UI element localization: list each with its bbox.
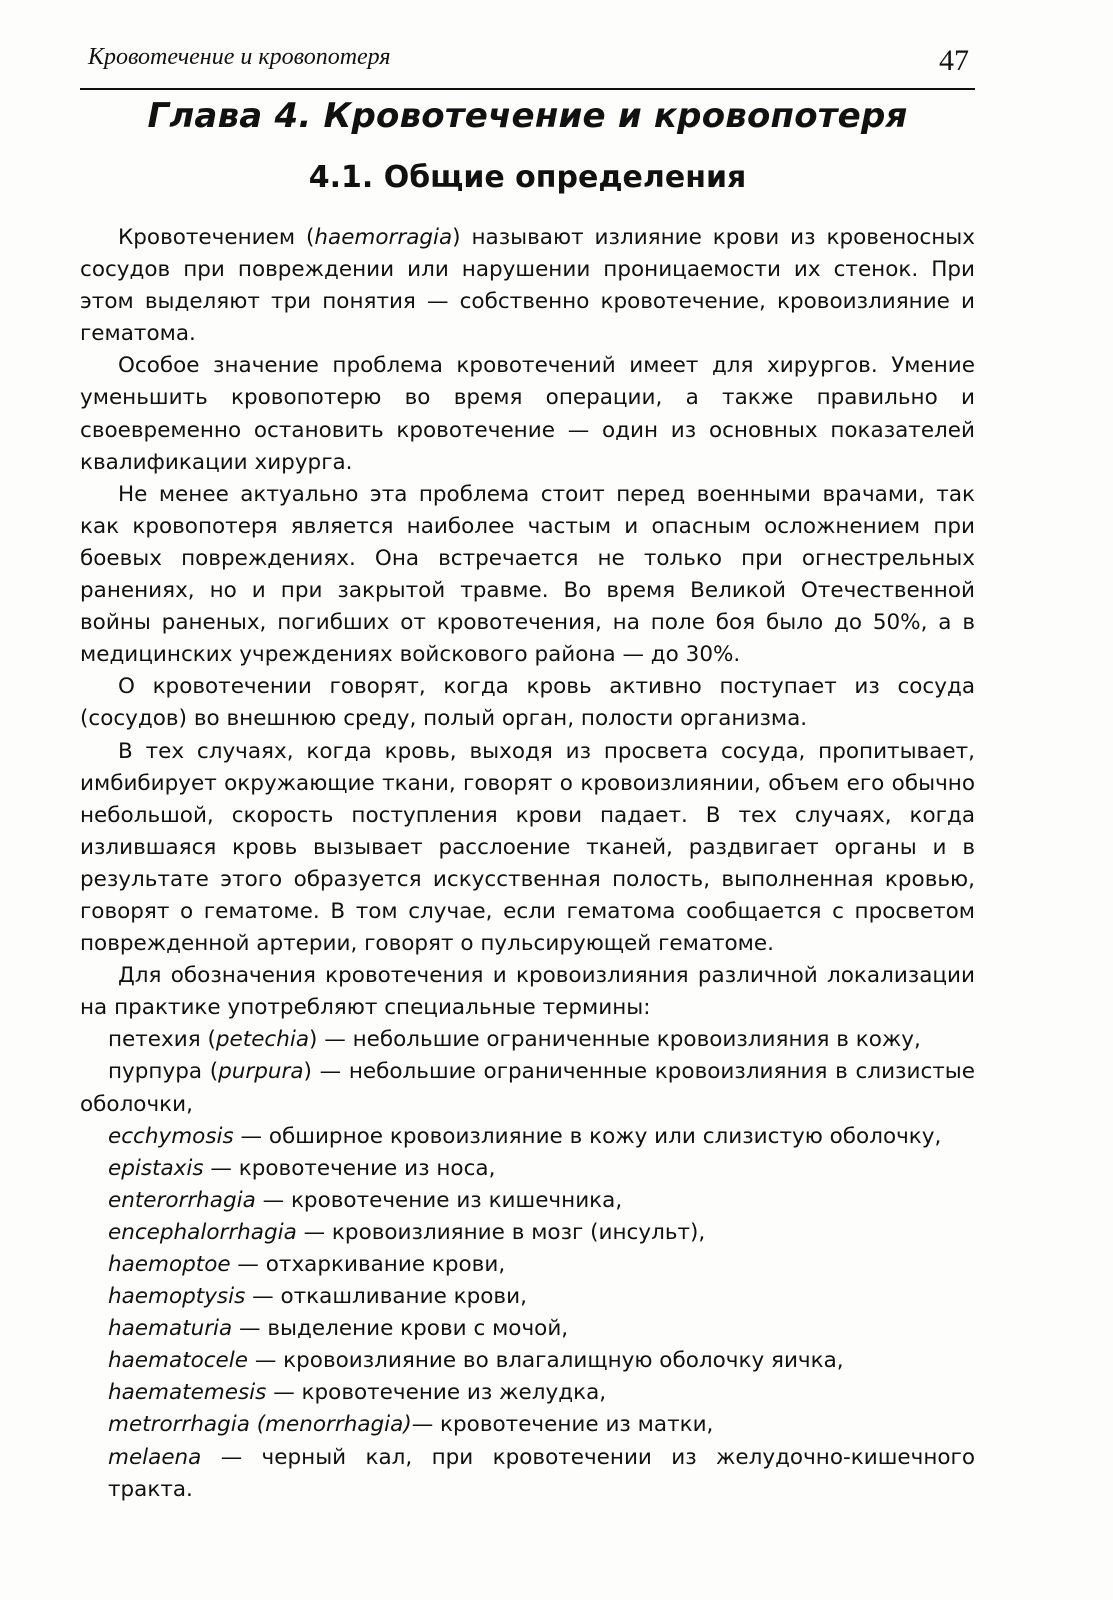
latin-term: petechia xyxy=(215,1027,310,1053)
term-item: melaena — черный кал, при кровотечении из желудочно-кишечного тракта. xyxy=(108,1444,975,1502)
term-item: epistaxis — кровотечение из носа, xyxy=(108,1155,496,1181)
body-text xyxy=(80,222,975,1506)
term-item: haematocele — кровоизлияние во влагалищную оболочку яичка, xyxy=(108,1348,844,1374)
term-item: haematemesis — кровотечение из желудка, xyxy=(108,1380,607,1406)
latin-term: encephalorrhagia xyxy=(108,1219,297,1245)
term-item: haemoptoe — отхаркивание крови, xyxy=(108,1252,506,1277)
paragraph: Особое значение проблема кровотечений имеет для хирургов. Умение уменьшить кровопотерю во время операции, а также правильно и своевременно остановить кровотечение — один из основных показателей квалификации хирурга. xyxy=(80,353,975,475)
paragraph: О кровотечении говорят, когда кровь активно поступает из сосуда (сосудов) во внешнюю среду, полый орган, полости организма. xyxy=(80,674,975,732)
latin-term: epistaxis xyxy=(108,1155,204,1181)
paragraph: Не менее актуально эта проблема стоит перед военными врачами, так как кровопотеря является наиболее частым и опасным осложнением при боевых повреждениях. Она встречается не только при огнестрельных ранениях, но и при закрытой травме. Во время Великой Отечественной войны раненых, погибших от кровотечения, на поле боя было до 50%, а в медицинских учреждениях войскового района — до 30%. xyxy=(80,481,975,668)
paragraph: Для обозначения кровотечения и кровоизлияния различной локализации на практике употребляют специальные термины: xyxy=(80,963,975,1021)
chapter-title: Глава 4. Кровотечение и кровопотеря xyxy=(147,96,908,136)
paragraph: В тех случаях, когда кровь, выходя из просвета сосуда, пропитывает, имбибирует окружающие ткани, говорят о кровоизлиянии, объем его обычно небольшой, скорость поступления крови падает. В тех случаях, когда излившаяся кровь вызывает расслоение тканей, раздвигает органы и в результате этого образуется искусственная полость, выполненная кровью, говорят о гематоме. В том случае, если гематома сообщается с просветом поврежденной артерии, говорят о пульсирующей гематоме. xyxy=(80,738,975,957)
term-item: петехия (petechia) — небольшие ограниченные кровоизлияния в кожу, xyxy=(108,1027,921,1053)
latin-term: melaena xyxy=(108,1444,202,1470)
paragraph: Кровотечением (haemorragia) называют излияние крови из кровеносных сосудов при повреждении или нарушении проницаемости их стенок. При этом выделяют три понятия — собственно кровотечение, кровоизлияние и гематома. xyxy=(80,225,975,347)
latin-term: haematuria xyxy=(108,1316,233,1342)
term-item: haematuria — выделение крови с мочой, xyxy=(108,1316,569,1342)
term-item: пурпура (purpura) — небольшие ограниченные кровоизлияния в слизистые оболочки, xyxy=(80,1059,976,1117)
latin-term: haematocele xyxy=(108,1348,248,1374)
running-title: Кровотечение и кровопотеря xyxy=(88,44,391,70)
term-item: ecchymosis — обширное кровоизлияние в кожу или слизистую оболочку, xyxy=(108,1123,942,1149)
latin-term: haematemesis xyxy=(108,1380,267,1406)
term-item: haemoptysis — откашливание крови, xyxy=(108,1284,527,1310)
term-item: enterorrhagia — кровотечение из кишечника, xyxy=(108,1187,623,1213)
latin-term: ecchymosis xyxy=(108,1123,234,1149)
term-item: metrorrhagia (menorrhagia)— кровотечение из матки, xyxy=(108,1412,714,1438)
latin-term: haemoptoe xyxy=(108,1252,231,1277)
latin-term: metrorrhagia (menorrhagia) xyxy=(108,1412,412,1438)
latin-term: purpura xyxy=(218,1059,304,1085)
section-title: 4.1. Общие определения xyxy=(308,160,747,195)
latin-term: haemorragia xyxy=(314,225,453,250)
page-number: 47 xyxy=(939,44,969,77)
latin-term: enterorrhagia xyxy=(108,1187,256,1213)
term-item: encephalorrhagia — кровоизлияние в мозг (инсульт), xyxy=(108,1219,706,1245)
running-header xyxy=(80,44,975,90)
latin-term: haemoptysis xyxy=(108,1284,246,1310)
